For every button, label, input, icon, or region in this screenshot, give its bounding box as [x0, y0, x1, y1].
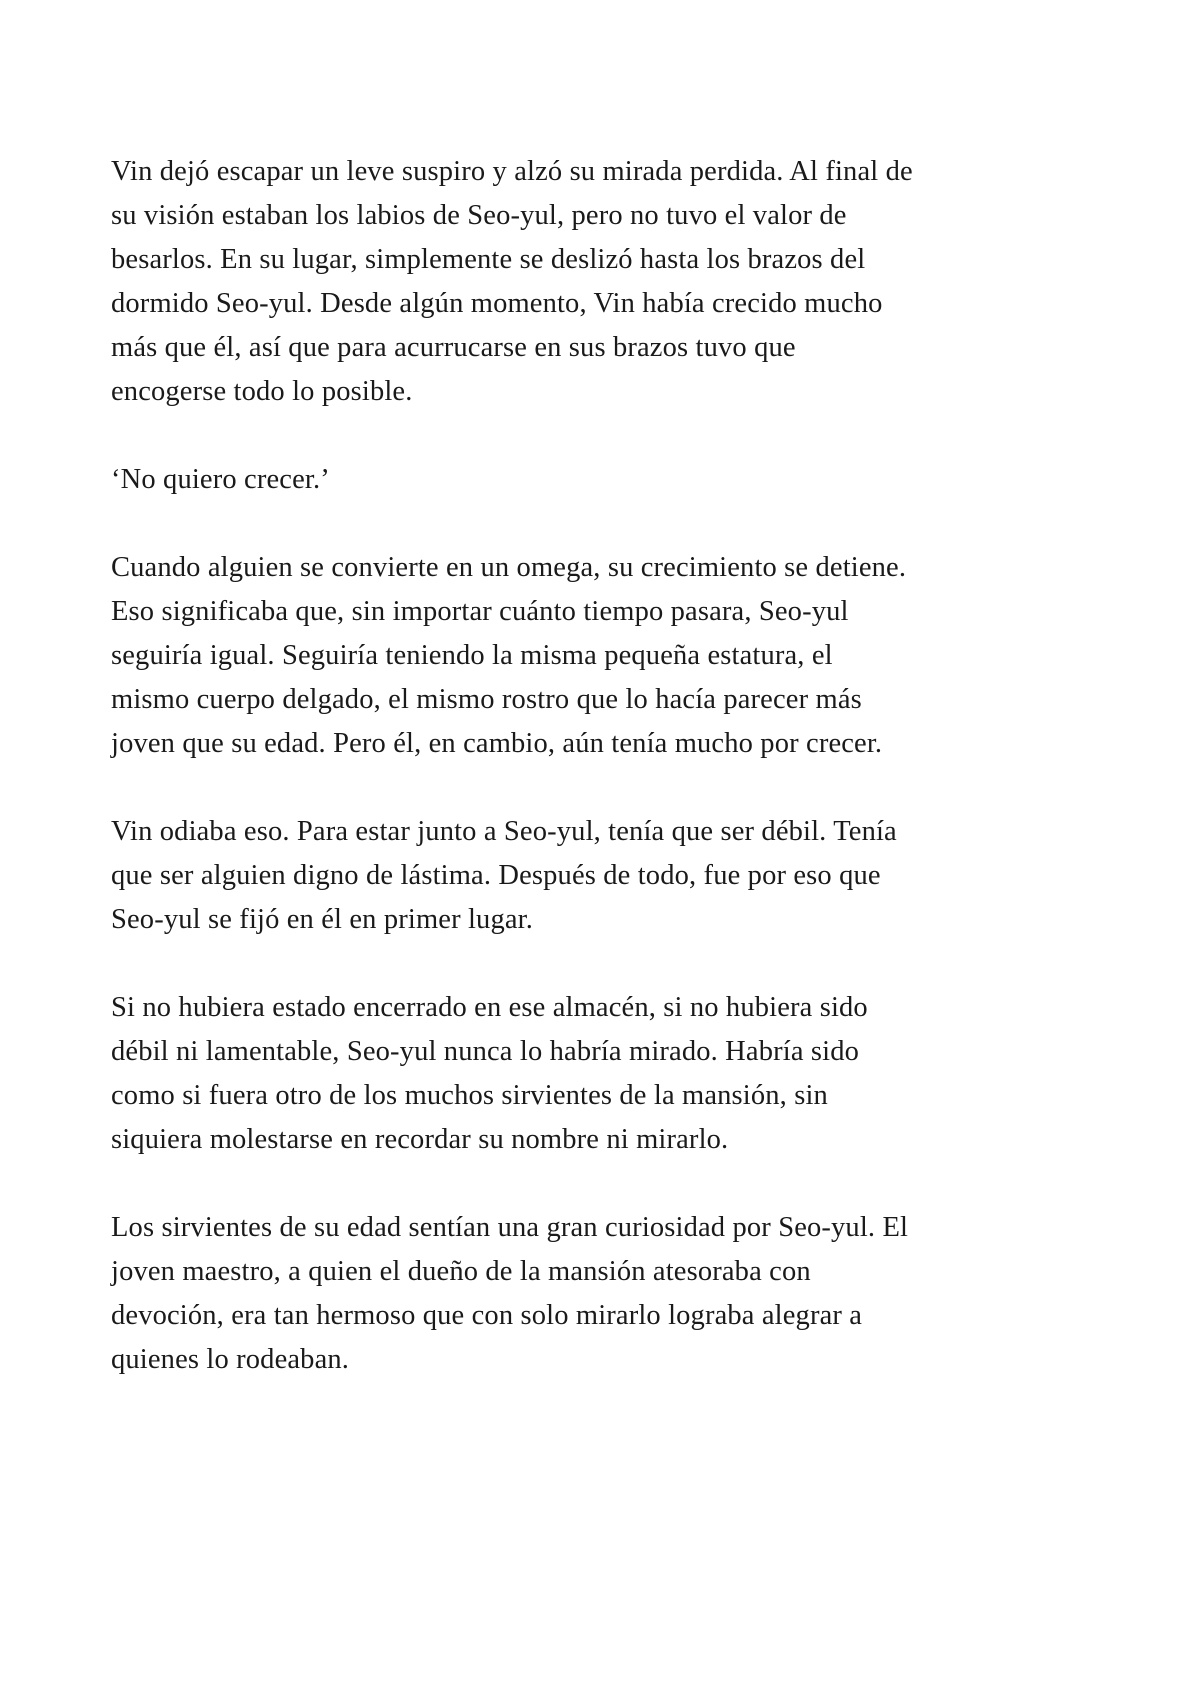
text-line: Cuando alguien se convierte en un omega, su crecimiento se detiene. [111, 552, 907, 583]
paragraph-2-quote [111, 458, 1111, 502]
paragraph-1 [111, 150, 1111, 414]
text-line: joven que su edad. Pero él, en cambio, aún tenía mucho por crecer. [111, 728, 883, 759]
text-line: besarlos. En su lugar, simplemente se deslizó hasta los brazos del [111, 244, 866, 275]
text-line: devoción, era tan hermoso que con solo mirarlo lograba alegrar a [111, 1300, 863, 1331]
text-line: joven maestro, a quien el dueño de la mansión atesoraba con [111, 1256, 811, 1287]
paragraph-3 [111, 546, 1111, 766]
text-line: que ser alguien digno de lástima. Después de todo, fue por eso que [111, 860, 881, 891]
text-line: dormido Seo-yul. Desde algún momento, Vin había crecido mucho [111, 288, 883, 319]
text-line: como si fuera otro de los muchos sirvientes de la mansión, sin [111, 1080, 828, 1111]
text-line: encogerse todo lo posible. [111, 376, 413, 407]
text-line: débil ni lamentable, Seo-yul nunca lo habría mirado. Habría sido [111, 1036, 860, 1067]
text-line: su visión estaban los labios de Seo-yul, pero no tuvo el valor de [111, 200, 847, 231]
paragraph-5 [111, 986, 1111, 1162]
text-line: Los sirvientes de su edad sentían una gran curiosidad por Seo-yul. El [111, 1212, 909, 1243]
text-line: más que él, así que para acurrucarse en sus brazos tuvo que [111, 332, 796, 363]
text-line: quienes lo rodeaban. [111, 1344, 350, 1375]
text-line: Si no hubiera estado encerrado en ese almacén, si no hubiera sido [111, 992, 868, 1023]
text-line: Vin dejó escapar un leve suspiro y alzó su mirada perdida. Al final de [111, 156, 913, 187]
text-line: Eso significaba que, sin importar cuánto tiempo pasara, Seo-yul [111, 596, 849, 627]
text-line: Seo-yul se fijó en él en primer lugar. [111, 904, 533, 935]
paragraph-4 [111, 810, 1111, 942]
text-line: ‘No quiero crecer.’ [111, 464, 330, 495]
document-page [111, 150, 1111, 1426]
paragraph-6 [111, 1206, 1111, 1382]
text-line: mismo cuerpo delgado, el mismo rostro que lo hacía parecer más [111, 684, 862, 715]
text-line: seguiría igual. Seguiría teniendo la misma pequeña estatura, el [111, 640, 833, 671]
text-line: Vin odiaba eso. Para estar junto a Seo-yul, tenía que ser débil. Tenía [111, 816, 897, 847]
text-line: siquiera molestarse en recordar su nombre ni mirarlo. [111, 1124, 729, 1155]
